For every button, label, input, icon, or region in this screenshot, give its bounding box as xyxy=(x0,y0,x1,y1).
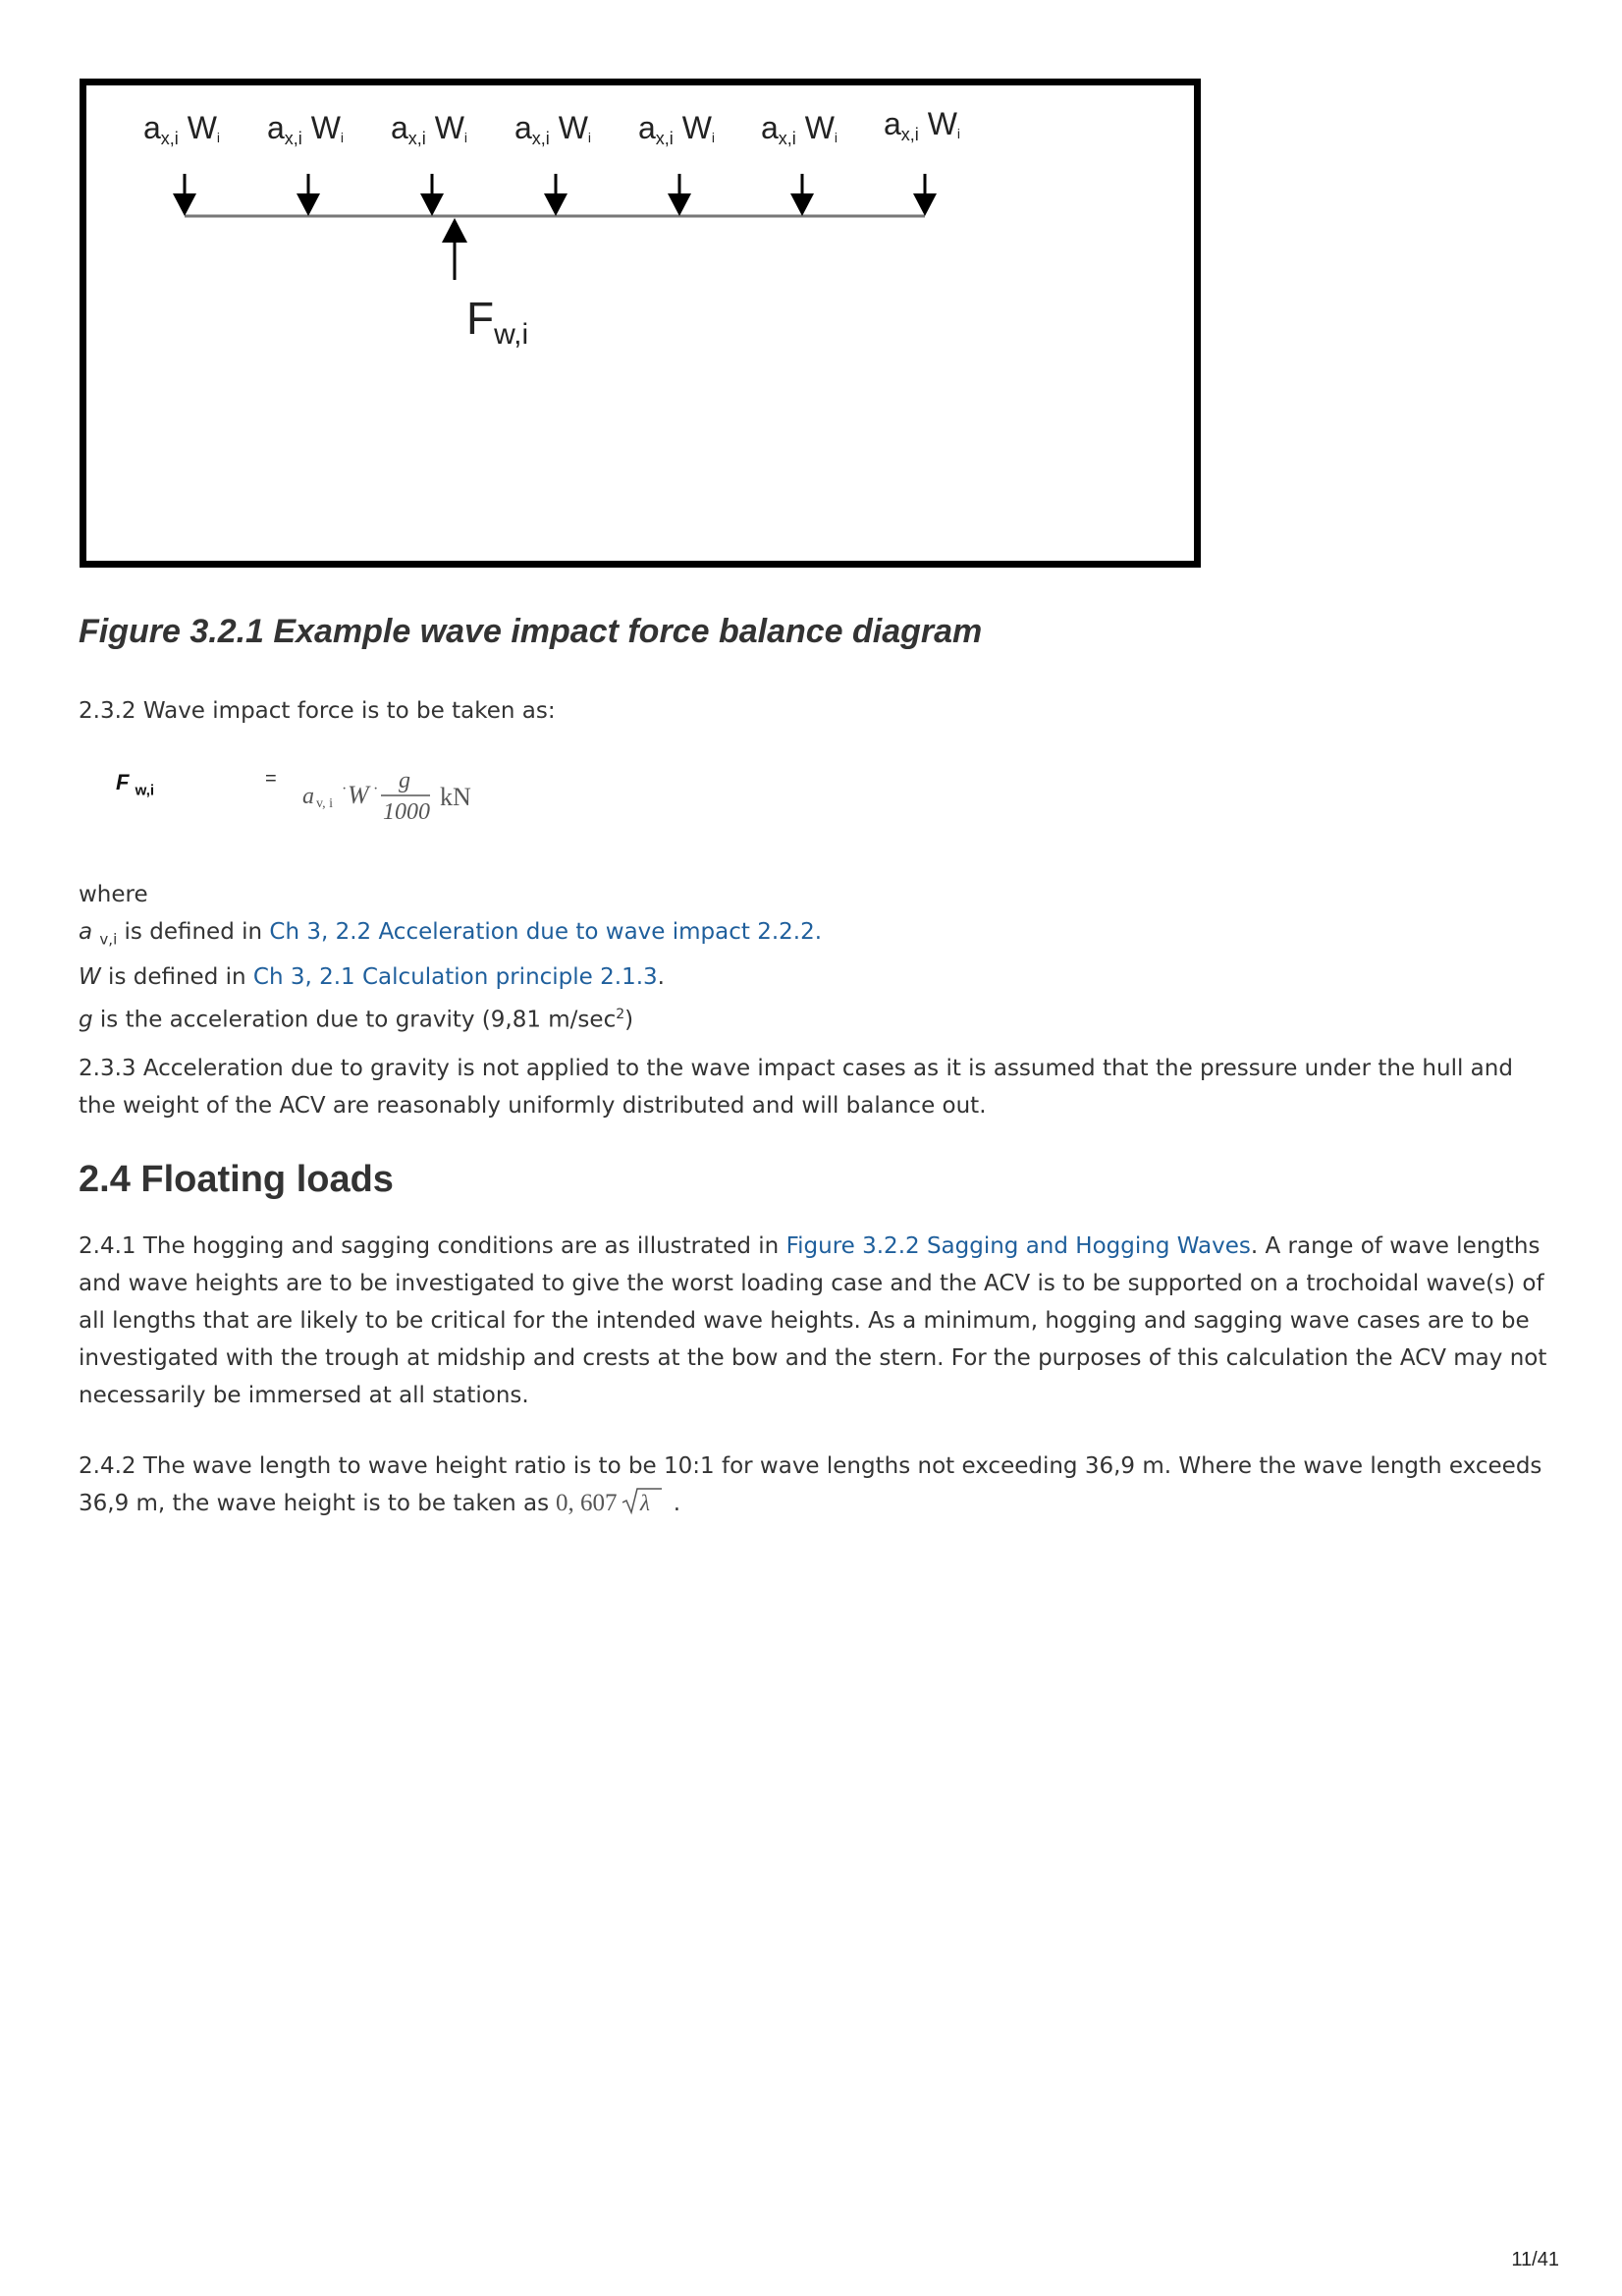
section-heading-2-4: 2.4 Floating loads xyxy=(79,1159,394,1200)
figure-caption: Figure 3.2.1 Example wave impact force balance diagram xyxy=(79,613,983,650)
paragraph-2-4-1: 2.4.1 The hogging and sagging conditions are as illustrated in Figure 3.2.2 Sagging and Hogging Waves. A range of wave lengths and wave heights are to be investigated to give the worst loading case and the ACV is to be supported on a trochoidal wave(s) of all lengths that are likely to be critical for the intended wave heights. As a minimum, hogging and sagging wave cases are to be investigated with the trough at midship and crests at the bow and the stern. For the purposes of this calculation the ACV may not necessarily be immersed at all stations. xyxy=(79,1233,1547,1408)
svg-text:·: · xyxy=(342,781,348,797)
svg-text:0, 607: 0, 607 xyxy=(556,1490,618,1516)
paragraph-2-3-3: 2.3.3 Acceleration due to gravity is not applied to the wave impact cases as it is assumed that the pressure under the hull and the weight of the ACV are reasonably uniformly distributed and will balance out. xyxy=(79,1056,1513,1119)
page-number: 11/41 xyxy=(1511,2249,1559,2270)
where-line-a: a $_{v,i}$ is defined in Ch 3, 2.2 Acceleration due to wave impact 2.2.2. xyxy=(79,919,823,949)
load-label: ax,i Wi xyxy=(884,106,961,144)
load-arrow xyxy=(391,110,467,216)
load-arrow xyxy=(638,110,715,216)
link-figure-3-2-2[interactable]: Figure 3.2.2 Sagging and Hogging Waves xyxy=(785,1233,1251,1259)
load-label: ax,i Wi xyxy=(391,110,468,148)
wave-impact-formula xyxy=(116,764,558,833)
force-balance-diagram xyxy=(86,85,1194,561)
load-arrow xyxy=(514,110,591,216)
link-ch3-2-1[interactable]: Ch 3, 2.1 Calculation principle 2.1.3 xyxy=(252,963,658,990)
formula-a: a xyxy=(302,784,314,809)
load-arrow xyxy=(761,110,838,216)
formula-unit: kN xyxy=(440,783,471,811)
load-arrows-group xyxy=(143,106,960,216)
load-arrow xyxy=(884,106,960,216)
where-label: where xyxy=(79,882,148,907)
where-block xyxy=(79,876,1551,1038)
reaction-arrow xyxy=(442,218,467,280)
formula-a-sub: v, i xyxy=(316,796,333,811)
where-line-w: W is defined in Ch 3, 2.1 Calculation principle 2.1.3. xyxy=(79,963,665,990)
load-label: ax,i Wi xyxy=(514,110,592,148)
formula-equals: = xyxy=(265,768,277,790)
wave-height-formula xyxy=(556,1485,666,1516)
formula-denominator: 1000 xyxy=(383,799,430,825)
load-label: ax,i Wi xyxy=(638,110,716,148)
formula-numerator: g xyxy=(399,768,410,793)
formula-w: W xyxy=(348,781,369,809)
load-arrow xyxy=(143,110,220,216)
load-label: ax,i Wi xyxy=(761,110,838,148)
svg-text:λ: λ xyxy=(640,1491,651,1515)
load-arrow xyxy=(267,110,344,216)
load-label: ax,i Wi xyxy=(143,110,221,148)
formula-rhs xyxy=(300,762,556,831)
paragraph-2-4-2: 2.4.2 The wave length to wave height ratio is to be 10:1 for wave lengths not exceeding 36,9 m. Where the wave length exceeds 36,9 m, the wave height is to be taken as 0, 607 λ . xyxy=(79,1453,1542,1516)
force-balance-figure xyxy=(80,79,1201,568)
formula-lhs: F $_{w,i}$ xyxy=(116,770,155,799)
svg-text:·: · xyxy=(373,781,379,797)
load-label: ax,i Wi xyxy=(267,110,345,148)
reaction-label: $F_{w,i}$ xyxy=(466,293,529,351)
link-ch3-2-2[interactable]: Ch 3, 2.2 Acceleration due to wave impact 2.2.2 xyxy=(269,919,815,945)
paragraph-2-3-2: 2.3.2 Wave impact force is to be taken as: xyxy=(79,698,556,724)
where-line-g: g is the acceleration due to gravity (9,81 $m/\sec^2$) xyxy=(79,1006,634,1033)
